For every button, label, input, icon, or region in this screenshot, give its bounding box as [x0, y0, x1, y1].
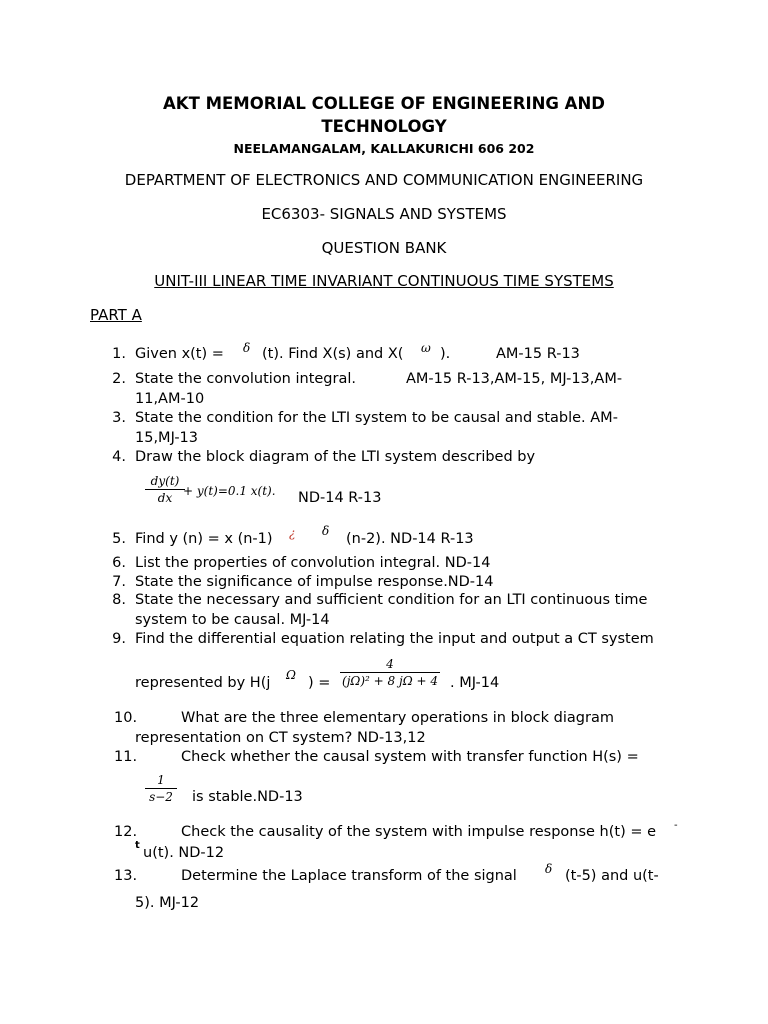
question-text: (t-5) and u(t-: [565, 868, 659, 884]
unit-title: UNIT-III LINEAR TIME INVARIANT CONTINUOUS TIME SYSTEMS: [154, 272, 614, 290]
question-text: u(t). ND-12: [143, 845, 225, 861]
question-text: State the convolution integral.: [135, 371, 356, 387]
question-number: 12.: [114, 824, 138, 840]
question-text: 11,AM-10: [135, 391, 205, 407]
question-text: ).: [440, 346, 451, 362]
college-name-line2: TECHNOLOGY: [321, 117, 447, 136]
question-text: (t). Find X(s) and X(: [262, 346, 404, 362]
course-title: EC6303- SIGNALS AND SYSTEMS: [261, 205, 507, 223]
question-text: Determine the Laplace transform of the signal: [181, 868, 517, 884]
fraction-denominator: (jΩ)² + 8 jΩ + 4: [342, 674, 438, 688]
question-number: 7.: [112, 574, 126, 590]
omega-symbol: Ω: [286, 668, 296, 682]
fraction-denominator: dx: [157, 491, 173, 505]
fraction-numerator: dy(t): [150, 474, 180, 488]
omega-symbol: ω: [421, 341, 431, 355]
question-number: 3.: [112, 410, 126, 426]
question-number: 1.: [112, 346, 126, 362]
question-text: representation on CT system? ND-13,12: [135, 730, 426, 746]
question-number: 2.: [112, 371, 126, 387]
question-text: Find y (n) = x (n-1): [135, 531, 273, 547]
delta-symbol: δ: [545, 862, 553, 876]
equation-text: + y(t)=0.1 x(t).: [183, 484, 276, 498]
question-number: 8.: [112, 592, 126, 608]
question-text: ) =: [308, 675, 331, 691]
college-name-line1: AKT MEMORIAL COLLEGE OF ENGINEERING AND: [163, 94, 605, 113]
question-text: 5). MJ-12: [135, 895, 200, 911]
superscript-text: -: [674, 820, 678, 831]
delta-symbol: δ: [243, 341, 251, 355]
question-text: Find the differential equation relating the input and output a CT system: [135, 631, 654, 647]
delta-symbol: δ: [322, 524, 330, 538]
question-text: State the necessary and sufficient condition for an LTI continuous time: [135, 592, 648, 608]
question-text: What are the three elementary operations in block diagram: [181, 710, 614, 726]
red-mark-symbol: ¿: [289, 526, 296, 540]
question-number: 9.: [112, 631, 126, 647]
question-text: State the condition for the LTI system to be causal and stable. AM-: [135, 410, 618, 426]
fraction-denominator: s−2: [149, 790, 173, 804]
college-address: NEELAMANGALAM, KALLAKURICHI 606 202: [233, 141, 535, 156]
exam-tag: AM-15 R-13: [496, 346, 580, 362]
question-text: Check the causality of the system with impulse response h(t) = e: [181, 824, 657, 840]
exam-tag: AM-15 R-13,AM-15, MJ-13,AM-: [406, 371, 623, 387]
question-text: List the properties of convolution integral. ND-14: [135, 555, 491, 571]
question-number: 6.: [112, 555, 126, 571]
question-number: 5.: [112, 531, 126, 547]
question-text: Draw the block diagram of the LTI system described by: [135, 449, 536, 465]
equation-fraction: [145, 474, 185, 505]
question-number: 4.: [112, 449, 126, 465]
equation-fraction: [145, 773, 177, 804]
question-number: 13.: [114, 868, 138, 884]
question-text: system to be causal. MJ-14: [135, 612, 330, 628]
equation-fraction: [340, 657, 440, 688]
question-text: State the significance of impulse response.ND-14: [135, 574, 494, 590]
question-text: Check whether the causal system with transfer function H(s) =: [181, 749, 639, 765]
question-number: 10.: [114, 710, 138, 726]
department-name: DEPARTMENT OF ELECTRONICS AND COMMUNICATION ENGINEERING: [124, 171, 644, 189]
exam-tag: . MJ-14: [450, 675, 500, 691]
question-text: 15,MJ-13: [135, 430, 199, 446]
superscript-text: t: [135, 840, 140, 851]
fraction-numerator: 4: [386, 657, 394, 671]
question-text: is stable.ND-13: [192, 789, 303, 805]
question-text: represented by H(j: [135, 675, 271, 691]
exam-tag: ND-14 R-13: [298, 490, 382, 506]
question-text: Given x(t) =: [135, 346, 224, 362]
fraction-numerator: 1: [157, 773, 165, 787]
question-text: (n-2). ND-14 R-13: [346, 531, 474, 547]
document-type: QUESTION BANK: [321, 239, 447, 257]
part-heading: PART A: [90, 306, 142, 324]
question-number: 11.: [114, 749, 138, 765]
